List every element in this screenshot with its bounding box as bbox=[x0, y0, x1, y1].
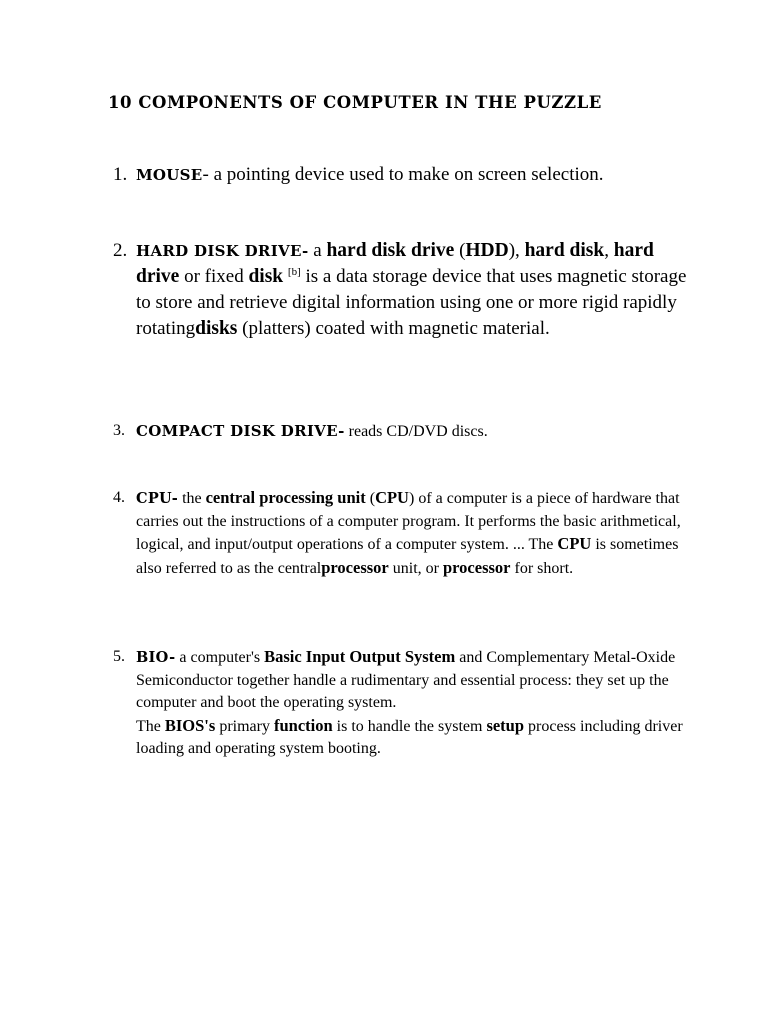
item-description: reads CD/DVD discs. bbox=[344, 423, 488, 440]
document-title: 10 COMPONENTS OF COMPUTER IN THE PUZZLE bbox=[108, 93, 602, 112]
bold-term: CPU bbox=[557, 534, 592, 553]
list-number: 1. bbox=[113, 164, 128, 185]
text-run: is to handle the system bbox=[332, 717, 487, 735]
text-run: ( bbox=[365, 490, 376, 507]
item-heading: BIO- bbox=[136, 649, 176, 666]
text-run: (platters) coated with magnetic material. bbox=[237, 318, 550, 339]
text-run: ( bbox=[454, 240, 466, 261]
text-run: for short. bbox=[510, 559, 574, 577]
text-run: is a data storage device that uses magnetic storage to store and retrieve digital information using one or more rigid rapidly rotating bbox=[136, 266, 687, 339]
text-run: primary bbox=[215, 717, 274, 735]
bold-term: CPU bbox=[375, 488, 409, 507]
item-heading: COMPACT DISK DRIVE- bbox=[136, 422, 345, 440]
list-item-text bbox=[136, 487, 696, 580]
bold-term: processor bbox=[442, 557, 511, 577]
text-run: a computer's bbox=[175, 649, 265, 666]
text-run: unit, or bbox=[388, 559, 443, 577]
text-run: ) of a computer is a piece of hardware that carries out the instructions of a computer program. It performs the basic arithmetical, logical, and input/output operations of a computer system. ... The bbox=[136, 490, 681, 553]
bold-term: hard drive bbox=[136, 240, 654, 287]
text-run: a bbox=[308, 240, 327, 261]
bold-term: processor bbox=[321, 557, 389, 577]
list-item-bios bbox=[113, 646, 713, 761]
text-run: or fixed bbox=[179, 266, 249, 287]
text-run: process including driver loading and operating system booting. bbox=[136, 717, 683, 757]
bold-term: central processing unit bbox=[205, 488, 366, 507]
list-item-text bbox=[136, 646, 696, 761]
bold-term: hard disk drive bbox=[326, 240, 455, 261]
text-run: and Complementary Metal-Oxide Semiconductor together handle a rudimentary and essential process: they set up the computer and boot the operating system. bbox=[136, 649, 676, 711]
text-run: ), bbox=[508, 240, 525, 261]
list-item-hard-disk-drive bbox=[113, 238, 713, 342]
list-item-cpu bbox=[113, 487, 713, 580]
item-heading: MOUSE bbox=[136, 166, 203, 184]
text-run: The bbox=[136, 717, 165, 735]
list-item-text bbox=[136, 420, 696, 443]
bold-term: disk bbox=[248, 266, 284, 287]
item-heading: HARD DISK DRIVE- bbox=[136, 242, 309, 260]
bold-term: HDD bbox=[465, 240, 509, 261]
item-description: - a pointing device used to make on screen selection. bbox=[202, 164, 604, 185]
text-run: is sometimes also referred to as the central bbox=[136, 536, 679, 577]
list-number: 4. bbox=[113, 489, 125, 506]
text-run: the bbox=[178, 490, 206, 507]
list-item-mouse bbox=[113, 162, 713, 188]
bold-term: Basic Input Output System bbox=[264, 647, 456, 666]
list-item-text bbox=[136, 238, 696, 342]
list-item-compact-disk-drive bbox=[113, 420, 713, 443]
text-run: , bbox=[604, 240, 614, 261]
bold-term: hard disk bbox=[524, 240, 605, 261]
list-number: 3. bbox=[113, 422, 125, 439]
bold-term: function bbox=[273, 715, 333, 735]
list-number: 2. bbox=[113, 240, 128, 261]
bold-term: disks bbox=[195, 318, 238, 339]
bold-term: BIOS's bbox=[164, 715, 216, 735]
citation-link[interactable]: [b] bbox=[287, 266, 301, 278]
list-item-text bbox=[136, 162, 696, 188]
list-number: 5. bbox=[113, 648, 125, 665]
item-heading: CPU- bbox=[136, 490, 179, 507]
bold-term: setup bbox=[486, 715, 525, 735]
